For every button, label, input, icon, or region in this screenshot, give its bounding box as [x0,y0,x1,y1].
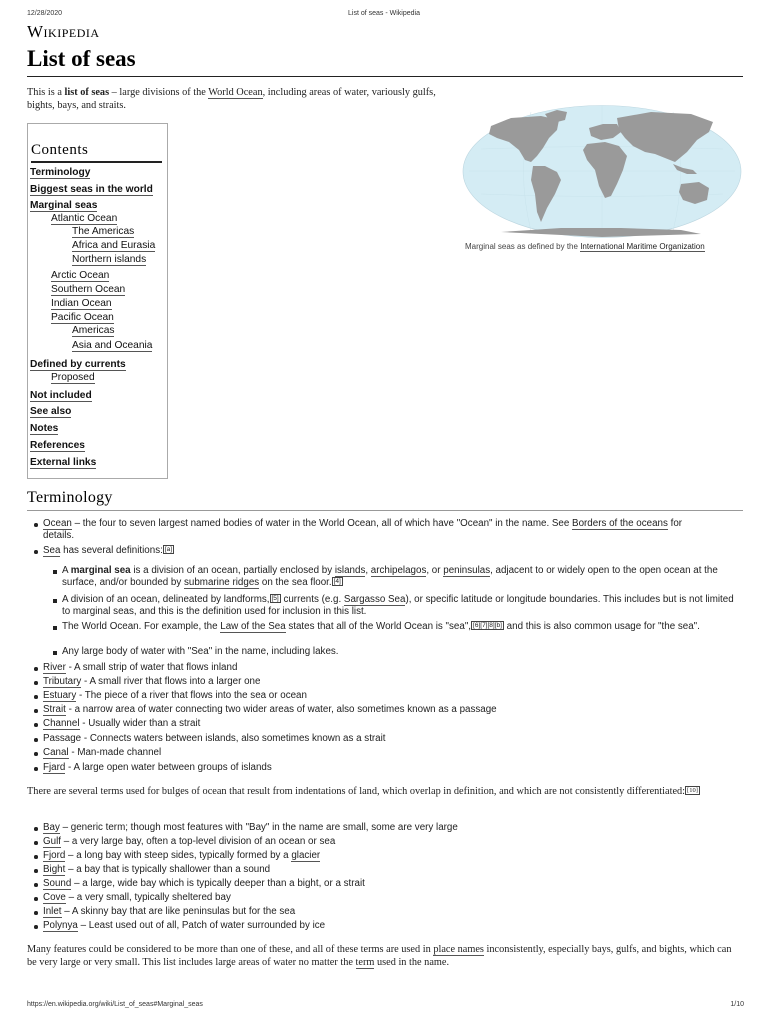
term-link[interactable]: term [355,957,375,968]
list-item-world-ocean-def: The World Ocean. For example, the Law of the Sea states that all of the World Ocean is "sea", [6][7][8][b] and this is also common usage for "the sea". [62,621,740,633]
sargasso-sea-link[interactable]: Sargasso Sea [343,594,406,605]
borders-of-oceans-link[interactable]: Borders of the oceans [572,518,668,529]
toc-item-notes[interactable]: Notes [30,423,59,434]
toc-item-pacific-ocean[interactable]: Pacific Ocean [51,312,114,323]
list-item-bight: Bight – a bay that is typically shallower than a sound [43,864,733,876]
glacier-link[interactable]: glacier [291,850,321,861]
list-item-bay: Bay – generic term; though most features with "Bay" in the name are small, some are very large [43,822,733,834]
peninsulas-link[interactable]: peninsulas [443,565,491,576]
canal-link[interactable]: Canal [43,747,69,758]
list-item-inlet: Inlet – A skinny bay that are like peninsulas but for the sea [43,906,733,918]
toc-item-terminology[interactable]: Terminology [30,167,91,178]
toc-item-arctic-ocean[interactable]: Arctic Ocean [51,270,110,281]
list-item-polynya: Polynya – Least used out of all, Patch of water surrounded by ice [43,920,733,932]
list-item-sound: Sound – a large, wide bay which is typically deeper than a bight, or a strait [43,878,733,890]
cove-link[interactable]: Cove [43,892,66,903]
toc-item-northern-islands[interactable]: Northern islands [72,254,147,265]
bulges-paragraph: There are several terms used for bulges of ocean that result from indentations of land, which overlap in definition, and which are not consistently differentiated: [10] [27,786,698,797]
list-item-ocean: Ocean – the four to seven largest named bodies of water in the World Ocean, all of which have "Ocean" in the name. See Borders of the oceans for details. [43,518,708,542]
list-item-lakes-def: Any large body of water with "Sea" in the name, including lakes. [62,646,740,658]
imo-link[interactable]: International Maritime Organization [580,242,705,251]
submarine-ridges-link[interactable]: submarine ridges [184,577,260,588]
list-item-fjord: Fjord – a long bay with steep sides, typically formed by a glacier [43,850,733,862]
tributary-link[interactable]: Tributary [43,676,82,687]
list-item-marginal-sea-def: A marginal sea is a division of an ocean, partially enclosed by islands, archipelagos, or peninsulas, adjacent to or widely open to the open ocean at the surface, and/or bounded by submarine ridges on the sea floor. [4] [62,565,740,589]
intro-paragraph: This is a list of seas – large divisions of the World Ocean, including areas of water, variously gulfs, bights, bays, and straits. [27,87,436,111]
toc-title: Contents [31,142,89,158]
list-item-channel: Channel - Usually wider than a strait [43,718,733,730]
map-caption: Marginal seas as defined by the International Maritime Organization [465,242,705,251]
law-of-the-sea-link[interactable]: Law of the Sea [220,621,286,632]
print-page-number: 1/10 [730,1001,744,1008]
toc-item-southern-ocean[interactable]: Southern Ocean [51,284,126,295]
toc-item-atlantic-ocean[interactable]: Atlantic Ocean [51,213,118,224]
list-item-strait: Strait - a narrow area of water connecting two wider areas of water, also sometimes known as a passage [43,704,733,716]
toc-item-americas[interactable]: Americas [72,325,115,336]
table-of-contents [27,123,168,479]
intro-bold-term: list of seas [64,87,110,98]
bight-link[interactable]: Bight [43,864,66,875]
print-date: 12/28/2020 [27,10,63,17]
toc-item-defined-by-currents[interactable]: Defined by currents [30,359,126,370]
section-rule [27,510,743,511]
bay-link[interactable]: Bay [43,822,60,833]
place-names-link[interactable]: place names [433,944,484,955]
list-item-tributary: Tributary - A small river that flows into a larger one [43,676,733,688]
toc-item-biggest-seas[interactable]: Biggest seas in the world [30,184,153,195]
toc-item-not-included[interactable]: Not included [30,390,92,401]
toc-title-rule [31,161,162,163]
sound-link[interactable]: Sound [43,878,72,889]
list-item-cove: Cove – a very small, typically sheltered bay [43,892,733,904]
strait-link[interactable]: Strait [43,704,66,715]
section-heading-terminology: Terminology [27,489,113,506]
channel-link[interactable]: Channel [43,718,80,729]
refs-6-7-8-b[interactable]: [6][7][8][b] [473,622,502,629]
toc-item-references[interactable]: References [30,440,85,451]
estuary-link[interactable]: Estuary [43,690,77,701]
print-url: https://en.wikipedia.org/wiki/List_of_seas#Marginal_seas [27,1001,203,1008]
toc-item-africa-eurasia[interactable]: Africa and Eurasia [72,240,156,251]
sea-link[interactable]: Sea [43,545,61,556]
list-item-river: River - A small strip of water that flows inland [43,662,733,674]
list-item-estuary: Estuary - The piece of a river that flows into the sea or ocean [43,690,733,702]
inlet-link[interactable]: Inlet [43,906,62,917]
toc-item-indian-ocean[interactable]: Indian Ocean [51,298,112,309]
river-link[interactable]: River [43,662,66,673]
polynya-link[interactable]: Polynya [43,920,78,931]
toc-item-the-americas[interactable]: The Americas [72,226,135,237]
world-ocean-link[interactable]: World Ocean [208,87,263,98]
ocean-link[interactable]: Ocean [43,518,72,529]
toc-item-proposed[interactable]: Proposed [51,372,95,383]
page-title: List of seas [27,46,136,71]
passage-term: Passage [43,733,82,744]
list-item-division-def: A division of an ocean, delineated by landforms, [5] currents (e.g. Sargasso Sea), or specific latitude or longitude boundaries. This includes but is not limited to marginal seas, and this is the definition used for inclusion in this list. [62,594,740,618]
fjord-link[interactable]: Fjord [43,850,66,861]
gulf-link[interactable]: Gulf [43,836,61,847]
ref-4[interactable]: [4] [333,578,341,585]
world-map-image[interactable] [461,104,743,239]
list-item-passage: Passage - Connects waters between islands, also sometimes known as a strait [43,733,733,745]
print-title: List of seas - Wikipedia [348,10,420,17]
list-item-fjard: Fjard - A large open water between groups of islands [43,762,733,774]
ref-a[interactable]: [a] [164,546,173,553]
closing-paragraph: Many features could be considered to be more than one of these, and all of these terms are used in place names inconsistently, especially bays, gulfs, and bights, which can be very large or very small. This list includes large areas of water no matter the term used in the name. [27,944,732,968]
islands-link[interactable]: islands [334,565,366,576]
toc-item-marginal-seas[interactable]: Marginal seas [30,200,98,211]
wikipedia-wordmark[interactable]: Wikipedia [27,22,100,41]
fjard-link[interactable]: Fjard [43,762,66,773]
archipelagos-link[interactable]: archipelagos [370,565,427,576]
title-rule [27,76,743,77]
toc-item-see-also[interactable]: See also [30,406,72,417]
ref-5[interactable]: [5] [271,595,279,602]
list-item-gulf: Gulf – a very large bay, often a top-level division of an ocean or sea [43,836,733,848]
toc-item-external-links[interactable]: External links [30,457,97,468]
list-item-sea: Sea has several definitions: [a] [43,545,708,557]
list-item-canal: Canal - Man-made channel [43,747,733,759]
ref-10[interactable]: [10] [687,787,698,794]
toc-item-asia-oceania[interactable]: Asia and Oceania [72,340,153,351]
